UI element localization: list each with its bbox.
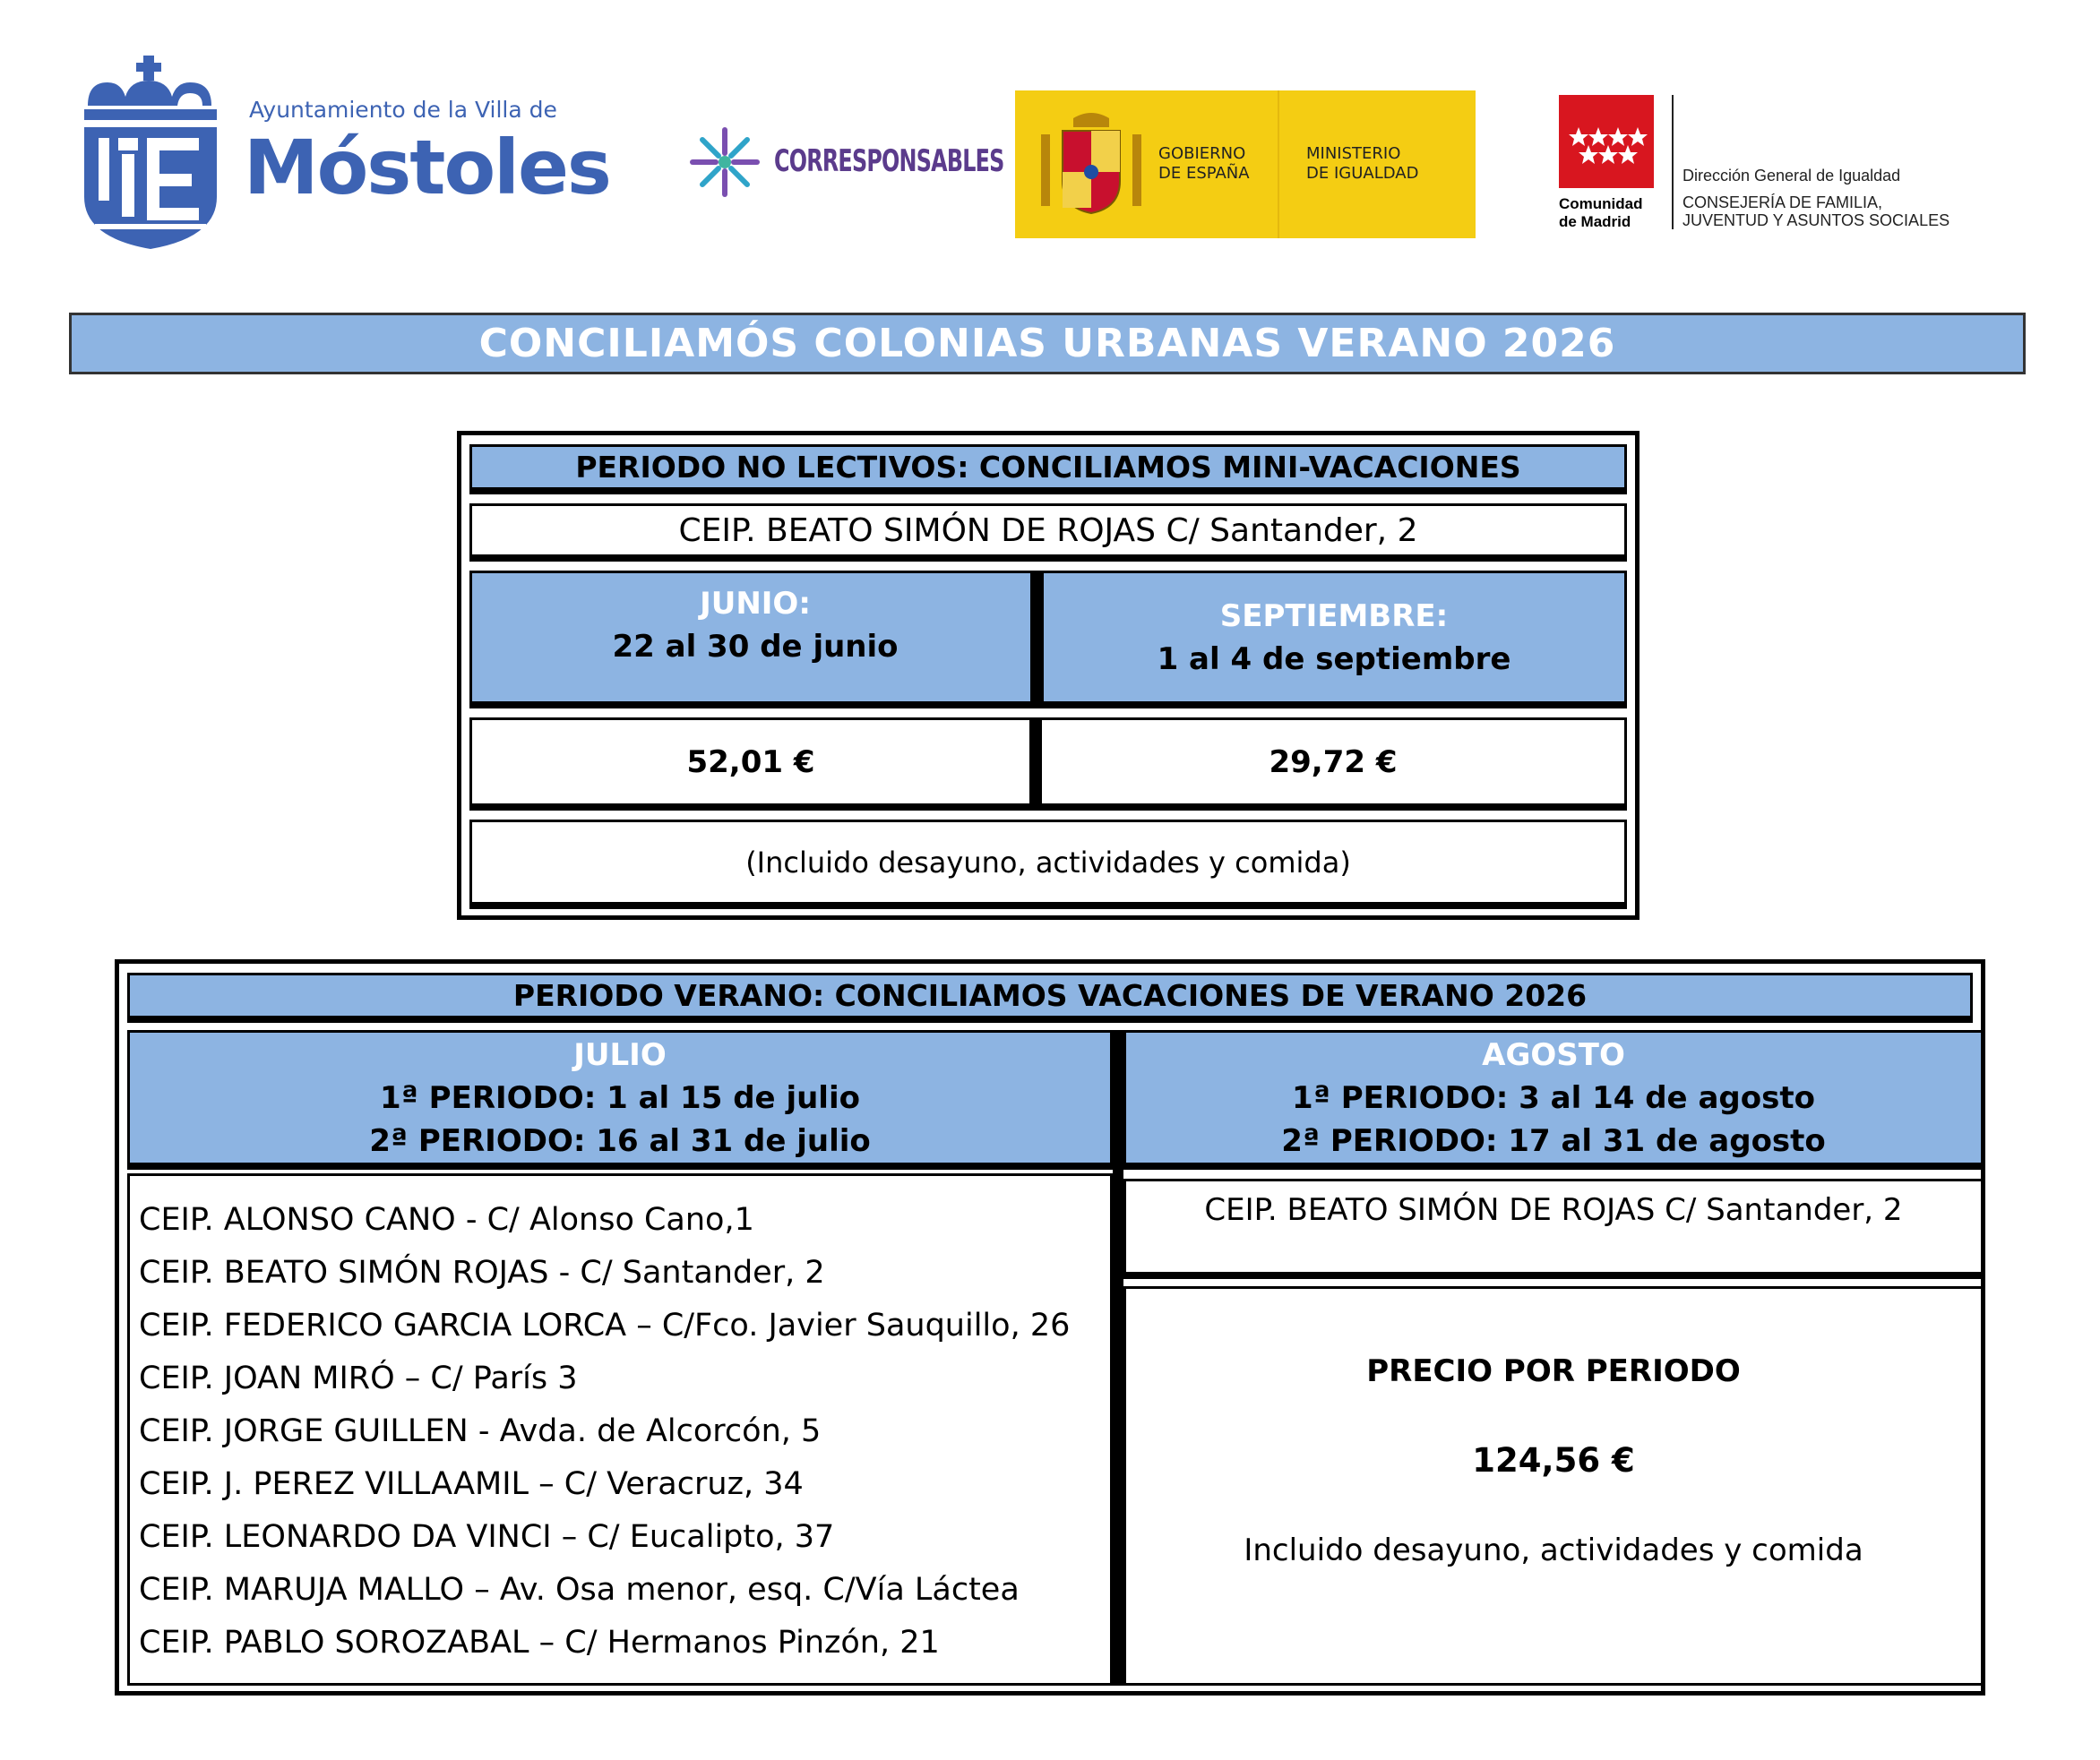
julio-label: JULIO [573,1036,667,1073]
spain-coat-of-arms-icon [1037,107,1145,224]
list-item: CEIP. J. PEREZ VILLAAMIL – C/ Veracruz, 34 [139,1466,804,1502]
septiembre-price: 29,72 € [1039,717,1627,811]
septiembre-label: SEPTIEMBRE: [1219,597,1449,634]
no-lectivos-note: (Incluido desayuno, actividades y comida) [469,820,1627,909]
price-separator [1030,717,1039,811]
precio-note: Incluido desayuno, actividades y comida [1244,1532,1863,1568]
junio-label: JUNIO: [700,586,811,622]
agosto-period-2: 2ª PERIODO: 17 al 31 de agosto [1281,1122,1826,1159]
gobierno-espana-text: GOBIERNO DE ESPAÑA [1158,144,1250,183]
junio-cell [469,571,1041,708]
list-item: CEIP. LEONARDO DA VINCI – C/ Eucalipto, 37 [139,1519,835,1555]
precio-label: PRECIO POR PERIODO [1366,1353,1741,1389]
month-separator [1030,571,1041,708]
precio-cell [1123,1286,1984,1686]
julio-schools-list [127,1173,1113,1686]
madrid-flag [1559,95,1654,188]
julio-period-2: 2ª PERIODO: 16 al 31 de julio [369,1122,871,1159]
agosto-period-1: 1ª PERIODO: 3 al 14 de agosto [1292,1079,1815,1116]
column-separator [1113,1030,1123,1686]
madrid-stars-icon [1559,95,1654,188]
list-item: CEIP. PABLO SOROZABAL – C/ Hermanos Pinzón, 21 [139,1625,940,1661]
list-item: CEIP. JORGE GUILLEN - Avda. de Alcorcón, 5 [139,1413,822,1449]
julio-cell [127,1030,1113,1170]
mostoles-name: Móstoles [244,124,610,211]
mostoles-crest-icon [81,54,219,251]
comunidad-madrid-name: Comunidad de Madrid [1559,195,1643,230]
agosto-cell [1123,1030,1984,1170]
julio-period-1: 1ª PERIODO: 1 al 15 de julio [380,1079,860,1116]
septiembre-cell [1041,571,1627,708]
consejeria-text: CONSEJERÍA DE FAMILIA, JUVENTUD Y ASUNTOS SOCIALES [1683,193,1950,229]
junio-price: 52,01 € [469,717,1032,811]
direccion-general-text: Dirección General de Igualdad [1683,167,1901,185]
page-title: CONCILIAMÓS COLONIAS URBANAS VERANO 2026 [478,321,1616,366]
agosto-label: AGOSTO [1482,1036,1625,1073]
verano-header: PERIODO VERANO: CONCILIAMOS VACACIONES DE VERANO 2026 [127,973,1973,1023]
no-lectivos-header: PERIODO NO LECTIVOS: CONCILIAMOS MINI-VACACIONES [469,444,1627,494]
agosto-school: CEIP. BEATO SIMÓN DE ROJAS C/ Santander, 2 [1123,1179,1984,1279]
mostoles-subtitle: Ayuntamiento de la Villa de [249,97,557,123]
page-title-bar [69,313,2026,374]
list-item: CEIP. BEATO SIMÓN ROJAS - C/ Santander, 2 [139,1255,825,1291]
no-lectivos-school: CEIP. BEATO SIMÓN DE ROJAS C/ Santander, 2 [469,503,1627,562]
gobierno-divider [1278,90,1279,238]
list-item: CEIP. MARUJA MALLO – Av. Osa menor, esq. C/Vía Láctea [139,1572,1020,1608]
septiembre-dates: 1 al 4 de septiembre [1157,640,1511,677]
list-item: CEIP. JOAN MIRÓ – C/ París 3 [139,1361,578,1396]
corresponsables-flower-icon [688,125,762,199]
corresponsables-logo-text: CORRESPONSABLES [774,143,1004,179]
ministerio-igualdad-text: MINISTERIO DE IGUALDAD [1306,144,1419,183]
madrid-divider [1672,95,1674,229]
list-item: CEIP. ALONSO CANO - C/ Alonso Cano,1 [139,1202,754,1238]
junio-dates: 22 al 30 de junio [612,629,899,665]
list-item: CEIP. FEDERICO GARCIA LORCA – C/Fco. Javier Sauquillo, 26 [139,1308,1071,1344]
precio-value: 124,56 € [1472,1441,1635,1480]
